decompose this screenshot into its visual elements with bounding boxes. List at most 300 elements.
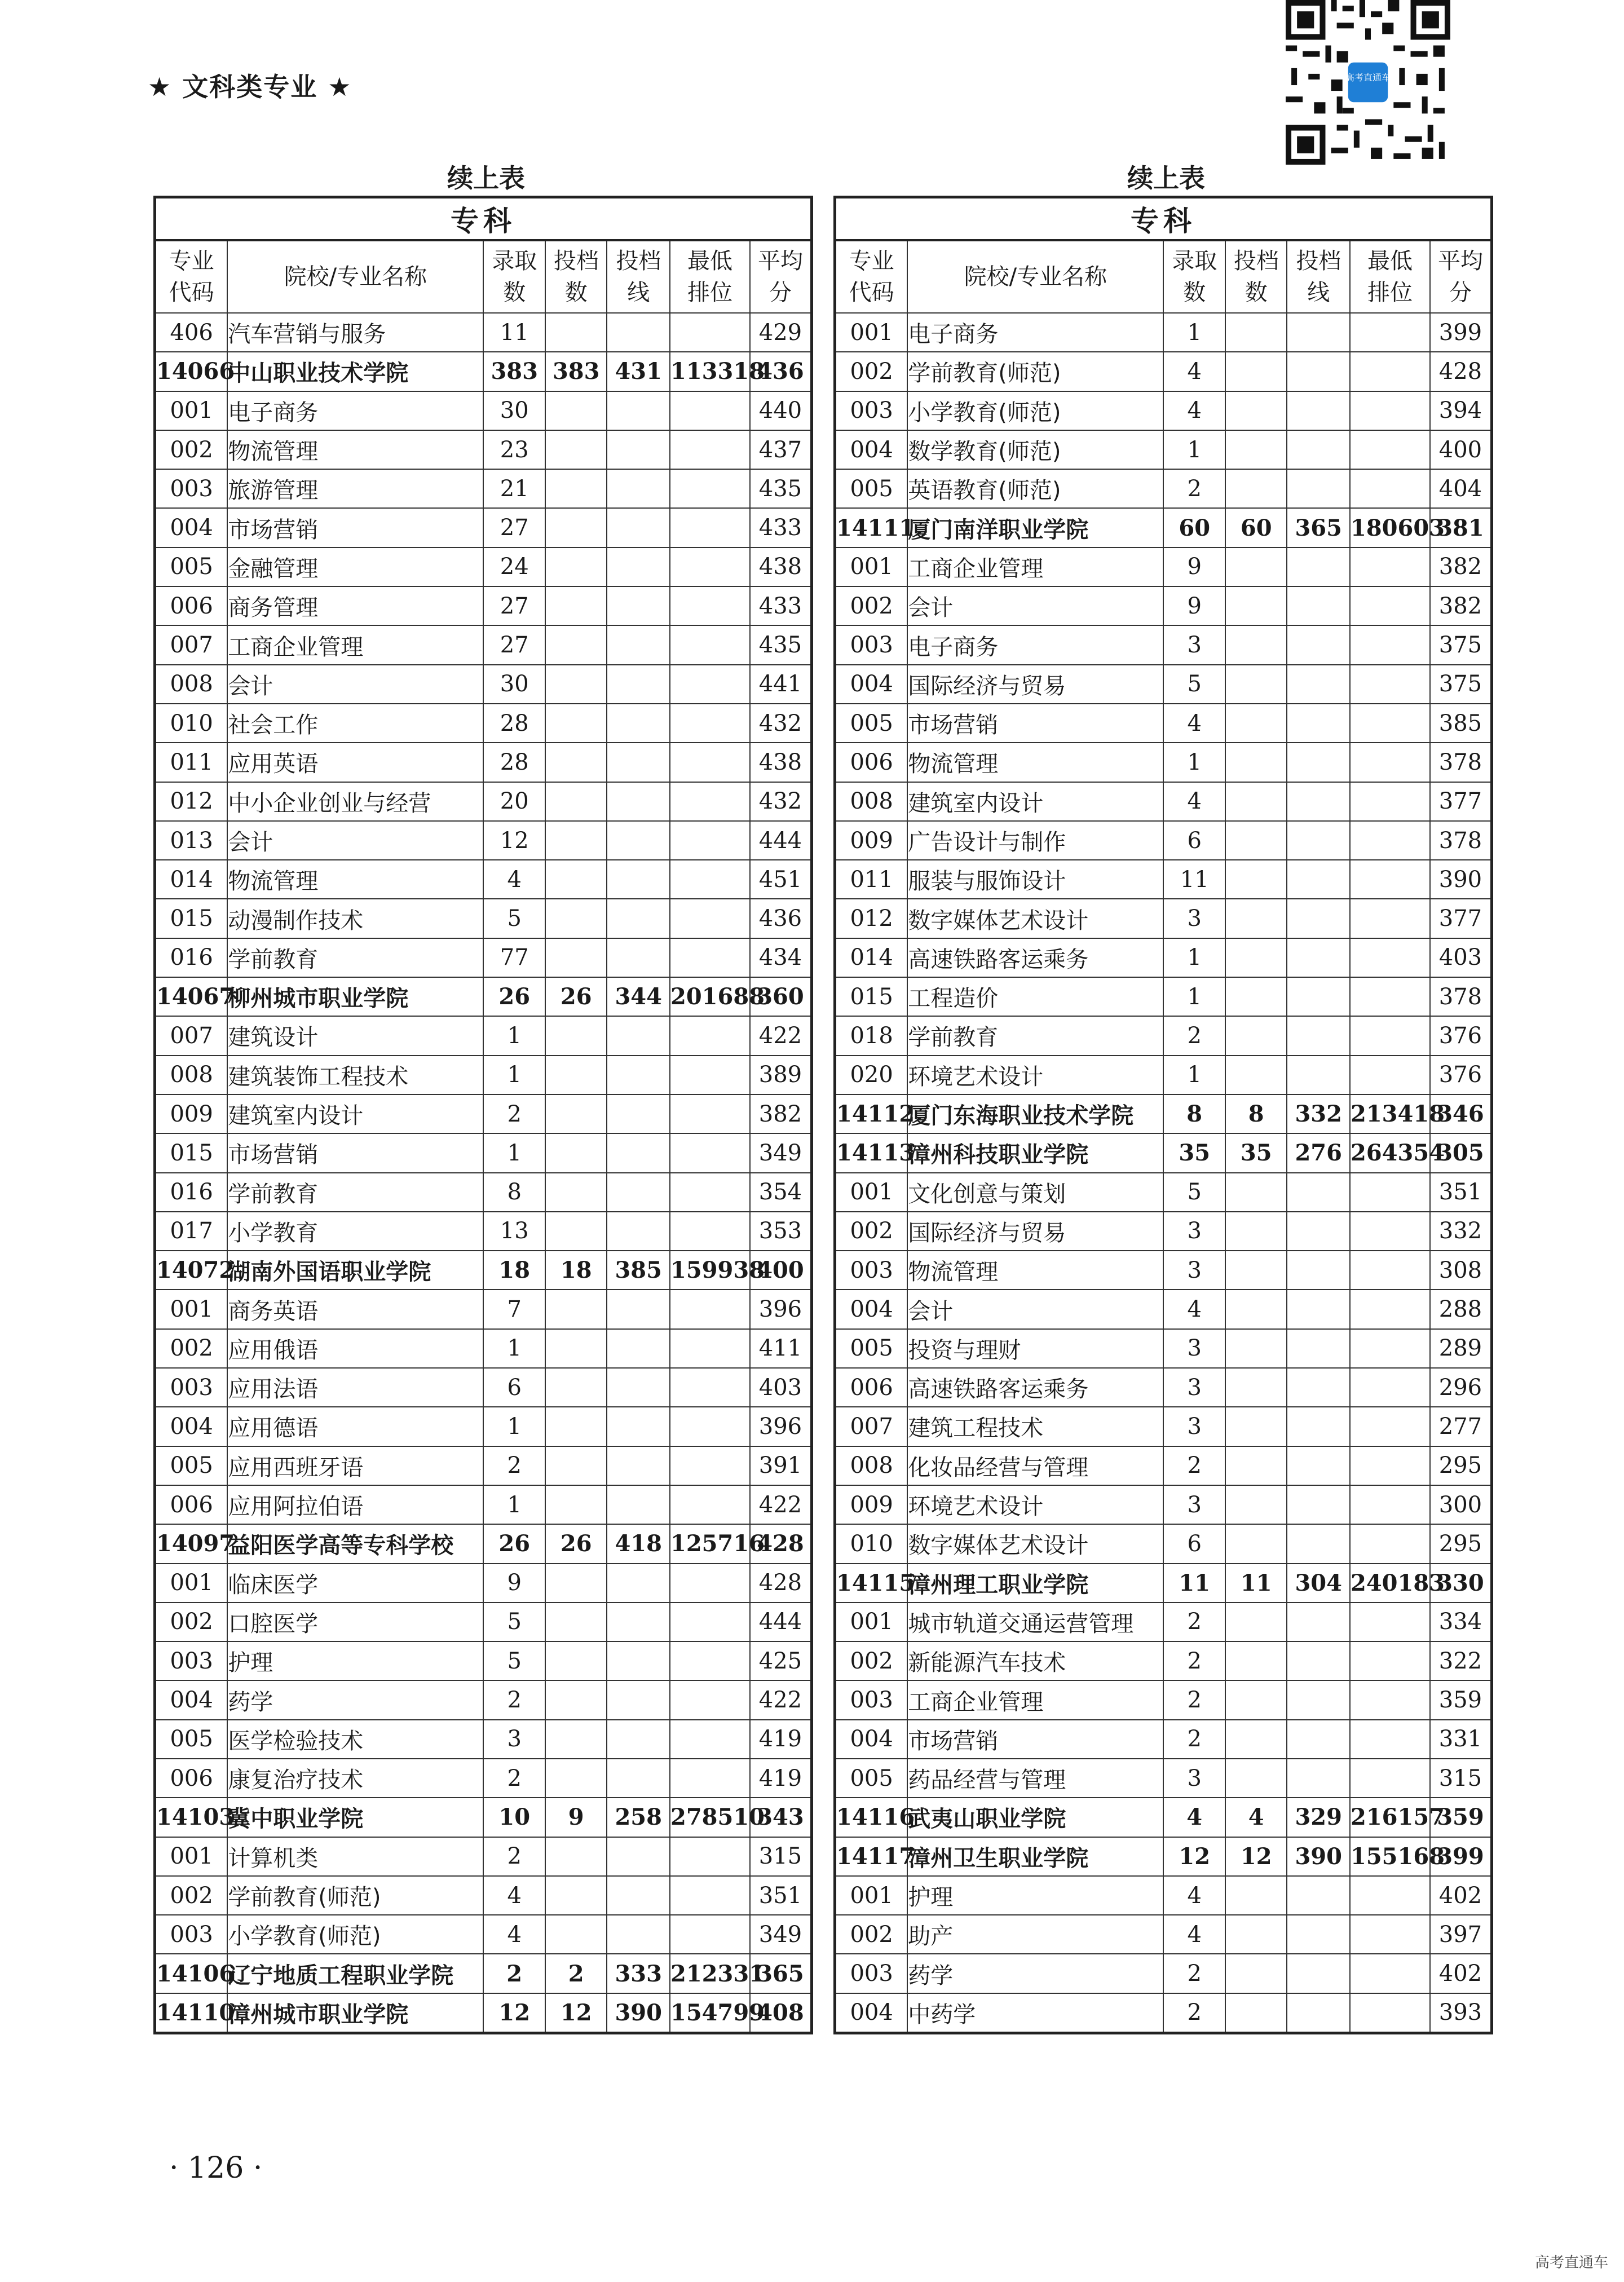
- cell-avg: 437: [750, 430, 812, 469]
- cell-apply: [545, 821, 607, 860]
- cell-rank: [1350, 1329, 1430, 1368]
- cell-name: 柳州城市职业学院: [227, 977, 483, 1016]
- cell-admit: 4: [1163, 782, 1225, 821]
- table-header-row: [835, 240, 1492, 313]
- cell-avg: 381: [1430, 508, 1492, 547]
- cell-name: 建筑装饰工程技术: [227, 1056, 483, 1094]
- cell-line: [1287, 1368, 1350, 1407]
- cell-line: [607, 1876, 670, 1915]
- cell-line: 390: [607, 1993, 670, 2033]
- cell-admit: 11: [1163, 1564, 1225, 1603]
- cell-admit: 4: [483, 1915, 545, 1954]
- cell-line: [607, 821, 670, 860]
- cell-name: 物流管理: [227, 860, 483, 899]
- cell-avg: 376: [1430, 1056, 1492, 1094]
- cell-line: [1287, 1603, 1350, 1641]
- cell-rank: [1350, 313, 1430, 352]
- cell-line: [1287, 625, 1350, 664]
- cell-admit: 4: [1163, 1876, 1225, 1915]
- cell-code: 002: [155, 1876, 228, 1915]
- cell-line: [607, 1329, 670, 1368]
- table-row: [155, 469, 812, 508]
- cell-admit: 13: [483, 1212, 545, 1251]
- cell-admit: 3: [1163, 1368, 1225, 1407]
- table-row: [835, 977, 1492, 1016]
- cell-apply: 2: [545, 1954, 607, 1993]
- cell-code: 008: [155, 1056, 228, 1094]
- cell-code: 003: [155, 1368, 228, 1407]
- cell-name: 物流管理: [907, 743, 1163, 782]
- table-row: [155, 1407, 812, 1446]
- cell-rank: [1350, 782, 1430, 821]
- table-row: [835, 1446, 1492, 1485]
- cell-avg: 331: [1430, 1720, 1492, 1759]
- table-row: [835, 1993, 1492, 2033]
- cell-name: 环境艺术设计: [907, 1485, 1163, 1524]
- cell-name: 电子商务: [907, 313, 1163, 352]
- cell-line: [607, 430, 670, 469]
- cell-code: 016: [155, 938, 228, 977]
- cell-avg: 428: [750, 1564, 812, 1603]
- cell-line: 329: [1287, 1798, 1350, 1837]
- cell-code: 001: [155, 1290, 228, 1328]
- school-row: [155, 977, 812, 1016]
- cell-name: 会计: [907, 1290, 1163, 1328]
- cell-admit: 3: [1163, 1329, 1225, 1368]
- rank-header: 最低 排位: [670, 240, 750, 313]
- cell-rank: 240183: [1350, 1564, 1430, 1603]
- cell-code: 002: [835, 1641, 908, 1680]
- cell-apply: [1225, 430, 1287, 469]
- cell-code: 001: [155, 391, 228, 430]
- cell-code: 006: [835, 1368, 908, 1407]
- cell-apply: [545, 860, 607, 899]
- table-row: [835, 1720, 1492, 1759]
- cell-rank: [670, 625, 750, 664]
- table-row: [155, 1446, 812, 1485]
- table-row: [155, 1056, 812, 1094]
- cell-admit: 2: [1163, 1446, 1225, 1485]
- cell-code: 014: [835, 938, 908, 977]
- cell-admit: 11: [1163, 860, 1225, 899]
- cell-admit: 1: [483, 1056, 545, 1094]
- cell-apply: [1225, 899, 1287, 938]
- cell-code: 003: [835, 1680, 908, 1719]
- cell-code: 002: [155, 1329, 228, 1368]
- table-row: [155, 1915, 812, 1954]
- cell-line: [607, 1915, 670, 1954]
- cell-name: 国际经济与贸易: [907, 1212, 1163, 1251]
- cell-name: 汽车营销与服务: [227, 313, 483, 352]
- cell-code: 003: [155, 1915, 228, 1954]
- cell-apply: [1225, 1680, 1287, 1719]
- cell-code: 003: [835, 1954, 908, 1993]
- cell-code: 007: [155, 625, 228, 664]
- table-row: [835, 1641, 1492, 1680]
- cell-name: 商务英语: [227, 1290, 483, 1328]
- cell-apply: [1225, 938, 1287, 977]
- table-row: [835, 1485, 1492, 1524]
- cell-avg: 389: [750, 1056, 812, 1094]
- cell-name: 漳州卫生职业学院: [907, 1837, 1163, 1876]
- cell-line: 385: [607, 1251, 670, 1290]
- cell-name: 广告设计与制作: [907, 821, 1163, 860]
- cell-apply: [545, 665, 607, 704]
- cell-line: [607, 1290, 670, 1328]
- cell-apply: [1225, 1641, 1287, 1680]
- cell-apply: 60: [1225, 508, 1287, 547]
- cell-avg: 315: [750, 1837, 812, 1876]
- cell-admit: 5: [483, 899, 545, 938]
- cell-apply: [1225, 1876, 1287, 1915]
- cell-code: 002: [155, 430, 228, 469]
- cell-rank: [1350, 1954, 1430, 1993]
- cell-apply: [545, 899, 607, 938]
- table-row: [835, 625, 1492, 664]
- table-row: [835, 1603, 1492, 1641]
- cell-name: 厦门南洋职业学院: [907, 508, 1163, 547]
- cell-line: 431: [607, 352, 670, 391]
- cell-name: 武夷山职业学院: [907, 1798, 1163, 1837]
- cell-apply: [545, 1915, 607, 1954]
- cell-code: 005: [835, 704, 908, 743]
- cell-code: 004: [835, 1720, 908, 1759]
- cell-apply: [1225, 1407, 1287, 1446]
- table-row: [835, 548, 1492, 586]
- cell-line: [607, 743, 670, 782]
- cell-rank: [1350, 1212, 1430, 1251]
- table-row: [835, 1954, 1492, 1993]
- cell-code: 010: [155, 704, 228, 743]
- cell-avg: 435: [750, 625, 812, 664]
- cell-apply: 383: [545, 352, 607, 391]
- cell-avg: 349: [750, 1133, 812, 1172]
- cell-code: 007: [835, 1407, 908, 1446]
- table-row: [155, 508, 812, 547]
- cell-apply: [1225, 1212, 1287, 1251]
- cell-apply: 18: [545, 1251, 607, 1290]
- cell-avg: 375: [1430, 665, 1492, 704]
- table-row: [835, 1915, 1492, 1954]
- line-header: 投档 线: [607, 240, 670, 313]
- cell-line: [607, 1837, 670, 1876]
- table-row: [835, 391, 1492, 430]
- cell-admit: 1: [1163, 743, 1225, 782]
- cell-admit: 1: [1163, 938, 1225, 977]
- cell-avg: 390: [1430, 860, 1492, 899]
- cell-avg: 289: [1430, 1329, 1492, 1368]
- cell-admit: 12: [483, 1993, 545, 2033]
- cell-rank: 125716: [670, 1524, 750, 1563]
- cell-apply: [545, 1407, 607, 1446]
- cell-avg: 435: [750, 469, 812, 508]
- table-row: [835, 1759, 1492, 1798]
- cell-avg: 400: [750, 1251, 812, 1290]
- cell-code: 015: [155, 1133, 228, 1172]
- cell-admit: 12: [1163, 1837, 1225, 1876]
- cell-apply: [1225, 1954, 1287, 1993]
- cell-name: 化妆品经营与管理: [907, 1446, 1163, 1485]
- cell-admit: 1: [483, 1407, 545, 1446]
- cell-name: 中山职业技术学院: [227, 352, 483, 391]
- table-row: [155, 1720, 812, 1759]
- cell-rank: [1350, 977, 1430, 1016]
- table-row: [835, 704, 1492, 743]
- cell-rank: [1350, 938, 1430, 977]
- cell-rank: [670, 1641, 750, 1680]
- cell-avg: 399: [1430, 313, 1492, 352]
- cell-line: [607, 1016, 670, 1055]
- cell-avg: 428: [1430, 352, 1492, 391]
- cell-name: 小学教育(师范): [907, 391, 1163, 430]
- cell-line: [607, 665, 670, 704]
- cell-name: 学前教育: [227, 1173, 483, 1212]
- cell-line: [1287, 1212, 1350, 1251]
- cell-apply: [1225, 313, 1287, 352]
- table-row: [835, 1251, 1492, 1290]
- table-row: [155, 430, 812, 469]
- cell-name: 药学: [907, 1954, 1163, 1993]
- cell-admit: 2: [1163, 1603, 1225, 1641]
- continued-label-right: 续上表: [1127, 163, 1205, 193]
- table-row: [835, 313, 1492, 352]
- cell-avg: 402: [1430, 1876, 1492, 1915]
- cell-code: 006: [155, 1759, 228, 1798]
- cell-line: [1287, 782, 1350, 821]
- cell-admit: 27: [483, 625, 545, 664]
- cell-admit: 20: [483, 782, 545, 821]
- cell-line: 418: [607, 1524, 670, 1563]
- cell-code: 005: [155, 1446, 228, 1485]
- cell-code: 14066: [155, 352, 228, 391]
- table-row: [155, 1876, 812, 1915]
- cell-code: 011: [155, 743, 228, 782]
- admit-header: 录取 数: [483, 240, 545, 313]
- cell-rank: [1350, 1251, 1430, 1290]
- cell-rank: [1350, 1993, 1430, 2033]
- cell-line: [1287, 1524, 1350, 1563]
- cell-rank: [670, 1094, 750, 1133]
- cell-apply: [545, 508, 607, 547]
- table-row: [835, 1407, 1492, 1446]
- cell-avg: 403: [1430, 938, 1492, 977]
- page-number: · 126 ·: [169, 2151, 263, 2185]
- cell-avg: 382: [1430, 548, 1492, 586]
- cell-avg: 376: [1430, 1016, 1492, 1055]
- cell-apply: [1225, 1524, 1287, 1563]
- line-header: 投档 线: [1287, 240, 1350, 313]
- cell-rank: [670, 469, 750, 508]
- cell-line: [607, 1680, 670, 1719]
- cell-rank: [670, 743, 750, 782]
- cell-apply: [1225, 665, 1287, 704]
- cell-apply: [1225, 1720, 1287, 1759]
- cell-avg: 422: [750, 1016, 812, 1055]
- continued-label-left: 续上表: [447, 163, 525, 193]
- cell-code: 004: [155, 508, 228, 547]
- cell-rank: [670, 1056, 750, 1094]
- cell-admit: 1: [1163, 977, 1225, 1016]
- cell-rank: [670, 665, 750, 704]
- cell-line: [607, 1094, 670, 1133]
- cell-code: 004: [155, 1407, 228, 1446]
- cell-rank: 154799: [670, 1993, 750, 2033]
- cell-name: 应用德语: [227, 1407, 483, 1446]
- cell-code: 14072: [155, 1251, 228, 1290]
- table-row: [155, 1368, 812, 1407]
- cell-avg: 351: [1430, 1173, 1492, 1212]
- cell-avg: 377: [1430, 782, 1492, 821]
- cell-line: [607, 625, 670, 664]
- page-header: ★ 文科类专业 ★: [148, 72, 352, 102]
- cell-avg: 394: [1430, 391, 1492, 430]
- cell-apply: [545, 1290, 607, 1328]
- cell-apply: [545, 1485, 607, 1524]
- admit-header: 录取 数: [1163, 240, 1225, 313]
- cell-line: [607, 1407, 670, 1446]
- cell-line: [607, 1603, 670, 1641]
- cell-avg: 404: [1430, 469, 1492, 508]
- cell-apply: [1225, 782, 1287, 821]
- cell-code: 14112: [835, 1094, 908, 1133]
- cell-apply: [545, 743, 607, 782]
- cell-line: [607, 1564, 670, 1603]
- cell-line: [1287, 1016, 1350, 1055]
- school-row: [155, 1993, 812, 2033]
- table-row: [155, 1680, 812, 1719]
- cell-apply: 11: [1225, 1564, 1287, 1603]
- cell-avg: 422: [750, 1485, 812, 1524]
- cell-name: 工商企业管理: [227, 625, 483, 664]
- cell-name: 工商企业管理: [907, 1680, 1163, 1719]
- cell-apply: 26: [545, 1524, 607, 1563]
- cell-code: 009: [155, 1094, 228, 1133]
- cell-rank: [1350, 1759, 1430, 1798]
- cell-name: 服装与服饰设计: [907, 860, 1163, 899]
- cell-avg: 411: [750, 1329, 812, 1368]
- cell-line: [607, 508, 670, 547]
- cell-code: 002: [835, 352, 908, 391]
- cell-avg: 438: [750, 548, 812, 586]
- cell-code: 001: [835, 548, 908, 586]
- cell-admit: 6: [1163, 821, 1225, 860]
- cell-name: 漳州科技职业学院: [907, 1133, 1163, 1172]
- cell-name: 电子商务: [907, 625, 1163, 664]
- cell-code: 008: [835, 782, 908, 821]
- cell-admit: 1: [483, 1016, 545, 1055]
- cell-admit: 1: [1163, 1056, 1225, 1094]
- cell-line: [607, 469, 670, 508]
- cell-admit: 30: [483, 665, 545, 704]
- cell-avg: 432: [750, 704, 812, 743]
- cell-rank: [1350, 1915, 1430, 1954]
- cell-name: 护理: [907, 1876, 1163, 1915]
- table-row: [155, 899, 812, 938]
- cell-name: 会计: [227, 665, 483, 704]
- cell-avg: 391: [750, 1446, 812, 1485]
- cell-rank: [670, 586, 750, 625]
- cell-apply: [545, 1641, 607, 1680]
- cell-code: 011: [835, 860, 908, 899]
- cell-code: 002: [835, 586, 908, 625]
- cell-line: [1287, 1876, 1350, 1915]
- cell-line: [1287, 665, 1350, 704]
- cell-avg: 408: [750, 1993, 812, 2033]
- cell-name: 冀中职业学院: [227, 1798, 483, 1837]
- cell-name: 学前教育(师范): [227, 1876, 483, 1915]
- cell-name: 临床医学: [227, 1564, 483, 1603]
- cell-code: 004: [835, 1993, 908, 2033]
- cell-admit: 2: [483, 1446, 545, 1485]
- cell-avg: 382: [1430, 586, 1492, 625]
- cell-name: 物流管理: [227, 430, 483, 469]
- cell-code: 003: [155, 1641, 228, 1680]
- cell-apply: [1225, 743, 1287, 782]
- cell-admit: 5: [483, 1603, 545, 1641]
- cell-line: 344: [607, 977, 670, 1016]
- cell-rank: [1350, 1680, 1430, 1719]
- cell-avg: 444: [750, 821, 812, 860]
- cell-apply: [1225, 1251, 1287, 1290]
- cell-line: [1287, 1446, 1350, 1485]
- cell-rank: [1350, 1368, 1430, 1407]
- cell-avg: 375: [1430, 625, 1492, 664]
- cell-line: [607, 586, 670, 625]
- cell-code: 001: [835, 1173, 908, 1212]
- cell-apply: 8: [1225, 1094, 1287, 1133]
- cell-rank: [670, 1720, 750, 1759]
- cell-rank: [1350, 743, 1430, 782]
- cell-apply: [545, 1212, 607, 1251]
- cell-apply: 9: [545, 1798, 607, 1837]
- cell-admit: 383: [483, 352, 545, 391]
- cell-avg: 295: [1430, 1524, 1492, 1563]
- cell-admit: 23: [483, 430, 545, 469]
- cell-rank: [1350, 821, 1430, 860]
- cell-apply: [1225, 860, 1287, 899]
- school-row: [835, 1798, 1492, 1837]
- cell-admit: 4: [1163, 1798, 1225, 1837]
- cell-name: 电子商务: [227, 391, 483, 430]
- cell-code: 001: [155, 1564, 228, 1603]
- cell-apply: [545, 704, 607, 743]
- school-row: [835, 1564, 1492, 1603]
- cell-admit: 4: [1163, 1915, 1225, 1954]
- cell-apply: 26: [545, 977, 607, 1016]
- cell-name: 环境艺术设计: [907, 1056, 1163, 1094]
- cell-admit: 2: [483, 1954, 545, 1993]
- table-row: [835, 586, 1492, 625]
- table-row: [155, 1173, 812, 1212]
- cell-line: [1287, 899, 1350, 938]
- cell-rank: [1350, 1876, 1430, 1915]
- cell-name: 医学检验技术: [227, 1720, 483, 1759]
- cell-avg: 396: [750, 1407, 812, 1446]
- cell-code: 002: [835, 1915, 908, 1954]
- cell-apply: [545, 1720, 607, 1759]
- cell-admit: 30: [483, 391, 545, 430]
- cell-line: [607, 1720, 670, 1759]
- cell-name: 市场营销: [907, 1720, 1163, 1759]
- cell-avg: 365: [750, 1954, 812, 1993]
- cell-admit: 2: [483, 1837, 545, 1876]
- cell-admit: 5: [1163, 1173, 1225, 1212]
- cell-avg: 351: [750, 1876, 812, 1915]
- cell-avg: 402: [1430, 1954, 1492, 1993]
- cell-rank: 213418: [1350, 1094, 1430, 1133]
- table-row: [155, 665, 812, 704]
- table-row: [835, 1016, 1492, 1055]
